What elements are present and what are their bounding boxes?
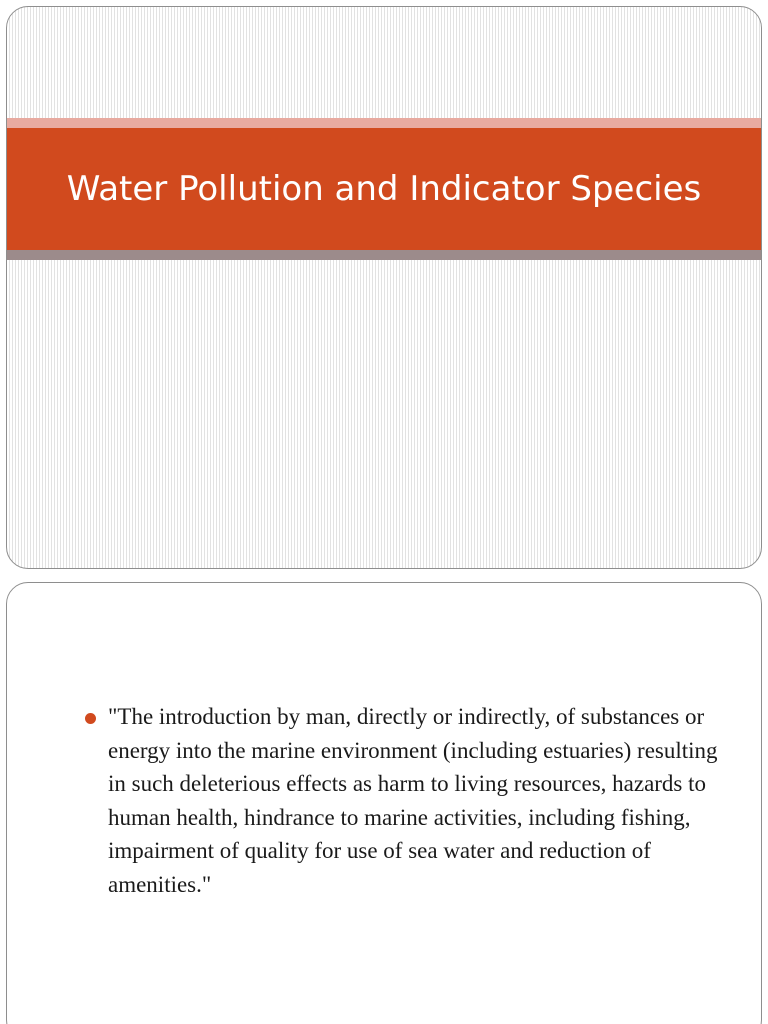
- content-slide: [6, 582, 762, 1024]
- slide-title: Water Pollution and Indicator Species: [66, 169, 702, 209]
- bullet-text: "The introduction by man, directly or indirectly, of substances or energy into the marine environment (including estuaries) resulting in such deleterious effects as harm to living resources, hazards to human health, hindrance to marine activities, including fishing, impairment of quality for use of sea water and reduction of amenities.": [108, 704, 718, 897]
- title-band-bottom-stripe: [7, 250, 761, 260]
- bullet-dot-icon: [85, 713, 96, 724]
- bullet-item: [85, 700, 735, 901]
- title-slide: [6, 6, 762, 569]
